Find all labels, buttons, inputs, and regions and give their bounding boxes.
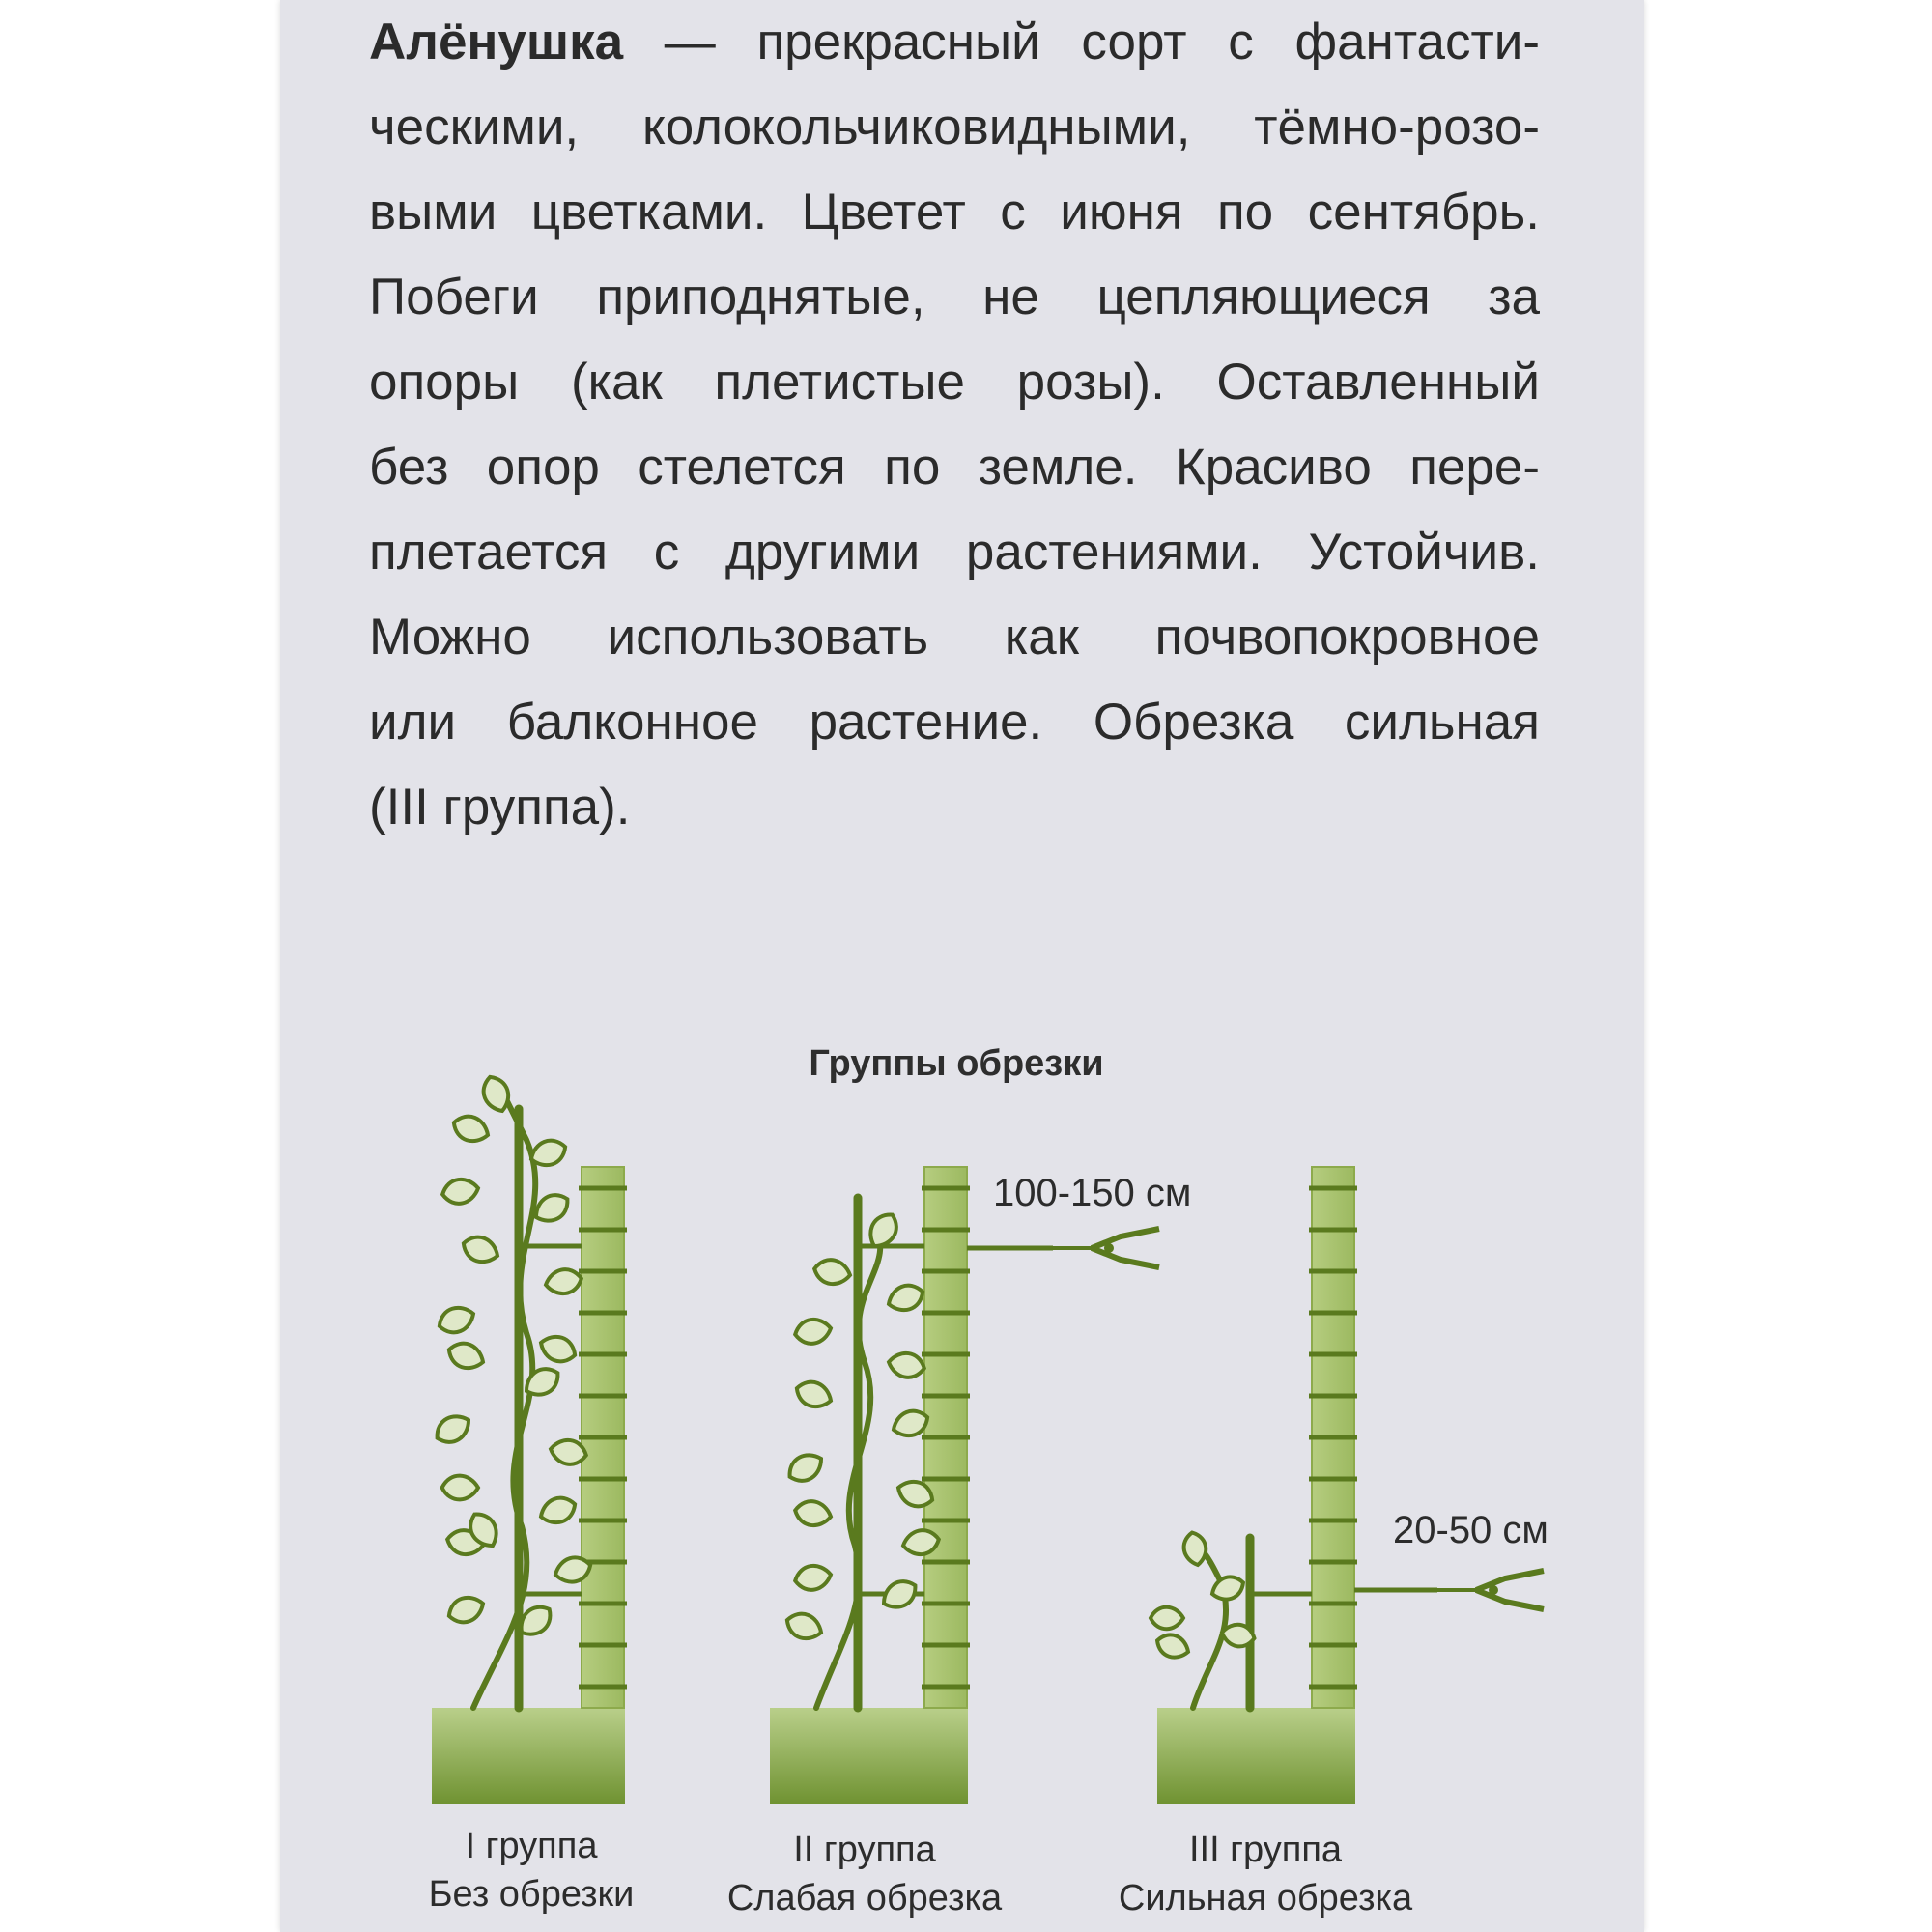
group-1-name: I группа [465, 1826, 598, 1866]
description-line: без опор стелется по земле. Красиво пере- [369, 439, 1540, 496]
soil-block [770, 1708, 968, 1804]
leaf-icon [442, 1476, 478, 1500]
leaf-icon [436, 1302, 478, 1337]
leaf-icon [783, 1448, 827, 1487]
leaf-icon [537, 1331, 580, 1366]
group-3-caption [1111, 1826, 1420, 1922]
pruning-groups-title: Группы обрезки [809, 1043, 1104, 1084]
leaf-icon [793, 1378, 836, 1412]
group-3-cut-height: 20-50 см [1393, 1509, 1548, 1551]
soil-block [432, 1708, 625, 1804]
leaf-icon [537, 1493, 580, 1528]
leaf-icon [460, 1233, 502, 1267]
pruning-shears-icon [1437, 1571, 1544, 1609]
leaf-icon [793, 1317, 833, 1347]
leaf-icon [1151, 1607, 1183, 1630]
group-2-caption [710, 1826, 1019, 1922]
description-line: плетается с другими растениями. Устойчив. [369, 524, 1540, 581]
soil-block [1157, 1708, 1355, 1804]
description-line: выми цветками. Цветет с июня по сентябрь. [369, 184, 1540, 241]
group-2-cut-height: 100-150 см [993, 1172, 1192, 1214]
leaf-icon [878, 1576, 922, 1614]
leaf-icon [440, 1177, 480, 1207]
leaf-icon [1181, 1531, 1208, 1567]
group-1-illustration [431, 1073, 627, 1804]
leaf-icon [450, 1112, 493, 1147]
leaf-icon [793, 1498, 833, 1528]
group-1-desc: Без обрезки [428, 1874, 635, 1915]
description-line: ческими, колокольчиковидными, тёмно-розо- [369, 99, 1540, 156]
pruning-shears-icon [1053, 1229, 1159, 1267]
group-3-name: III группа [1188, 1830, 1343, 1870]
leaf-icon [431, 1409, 474, 1448]
leaf-icon [445, 1339, 488, 1374]
leaf-icon [793, 1563, 833, 1593]
leaf-icon [885, 1281, 927, 1316]
description-line: опоры (как плетистые розы). Оставленный [369, 354, 1540, 411]
description-line: или балконное растение. Обрезка сильная [369, 694, 1540, 751]
vine-stem [816, 1227, 880, 1708]
variety-name: Алёнушка [369, 14, 624, 71]
leaf-icon [544, 1266, 583, 1296]
description-line: Можно использовать как почвопокровное [369, 609, 1540, 666]
description-line: (III группа). [369, 779, 631, 836]
vine-stem [1193, 1546, 1226, 1708]
leaf-icon [887, 1350, 926, 1380]
group-3-illustration [1151, 1167, 1544, 1804]
group-2-name: II группа [793, 1830, 936, 1870]
leaf-icon [445, 1592, 488, 1627]
group-3-desc: Сильная обрезка [1118, 1878, 1413, 1918]
group-1-caption [377, 1822, 686, 1918]
description-line: Алёнушка — прекрасный сорт с фантасти- [369, 14, 1540, 71]
leaf-icon [812, 1257, 852, 1287]
group-2-desc: Слабая обрезка [726, 1878, 1003, 1918]
leaf-icon [1208, 1573, 1247, 1605]
leaf-icon [783, 1609, 826, 1644]
description-line: Побеги приподнятые, не цепляющиеся за [369, 269, 1540, 326]
leaf-icon [1153, 1631, 1192, 1662]
group-2-illustration [770, 1167, 1159, 1804]
